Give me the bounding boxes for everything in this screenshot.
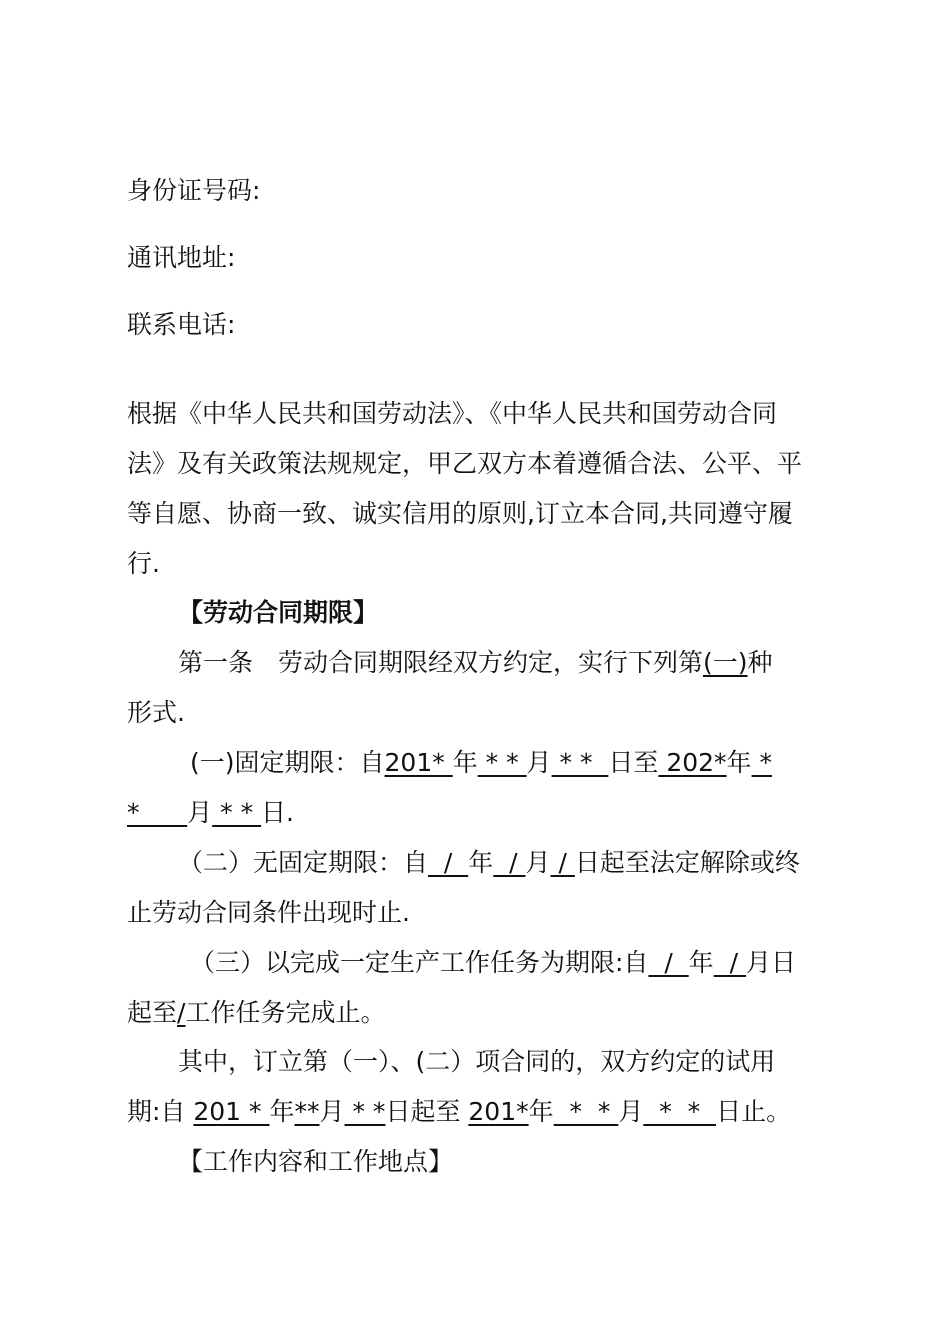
year-char: 年 — [688, 948, 714, 977]
probation-end-day: * * — [643, 1097, 717, 1126]
task-until-end: 工作任务完成止。 — [185, 998, 386, 1027]
month-char: 月 — [526, 748, 552, 777]
preamble-line-4: 行. — [127, 549, 160, 578]
section-heading-term: 【劳动合同期限】 — [178, 598, 379, 627]
task-year: / — [648, 948, 689, 977]
fixed-term-line-2 — [127, 796, 294, 830]
day-to-char: 日起至 — [385, 1097, 469, 1126]
fixed-start-day: * * — [551, 748, 609, 777]
open-day: / — [550, 848, 575, 877]
article-1-text: 第一条 劳动合同期限经双方约定，实行下列第 — [178, 648, 704, 677]
day-end-char: 日止。 — [716, 1097, 792, 1126]
probation-from: 期:自 — [127, 1097, 194, 1126]
fixed-term-line-1 — [190, 746, 772, 780]
open-term-line-2: 止劳动合同条件出现时止. — [127, 898, 410, 927]
task-term-line-2 — [127, 996, 385, 1030]
month-char: 月 — [618, 1097, 644, 1126]
open-term-line-1 — [178, 846, 800, 880]
section-heading-work: 【工作内容和工作地点】 — [178, 1147, 454, 1176]
year-char: 年 — [452, 748, 478, 777]
probation-start-month: ** — [294, 1097, 320, 1126]
article-1-line-1 — [178, 646, 773, 680]
month-char: 月 — [187, 798, 213, 827]
month-char: 月 — [319, 1097, 345, 1126]
open-term-label: （二）无固定期限：自 — [178, 848, 429, 877]
article-1-text-end: 种 — [747, 648, 773, 677]
day-char: 日. — [261, 798, 294, 827]
fixed-end-month-rest: * — [127, 798, 188, 827]
probation-start-day: * * — [344, 1097, 386, 1126]
year-char: 年 — [726, 748, 752, 777]
year-char: 年 — [468, 848, 494, 877]
article-1-line-2: 形式. — [127, 698, 185, 727]
task-month: / — [713, 948, 746, 977]
task-until-blank: / — [177, 998, 186, 1027]
probation-end-month: * * — [553, 1097, 619, 1126]
preamble-line-1: 根据《中华人民共和国劳动法》、《中华人民共和国劳动合同 — [127, 399, 778, 428]
month-char: 月 — [525, 848, 551, 877]
fixed-end-day: * * — [212, 798, 262, 827]
year-char: 年 — [528, 1097, 554, 1126]
year-char: 年 — [269, 1097, 295, 1126]
preamble-line-2: 法》及有关政策法规规定，甲乙双方本着遵循合法、公平、平 — [127, 449, 803, 478]
id-number-label: 身份证号码: — [127, 176, 261, 205]
address-label: 通讯地址: — [127, 243, 236, 272]
task-until-text: 起至 — [127, 998, 178, 1027]
open-year: / — [428, 848, 469, 877]
probation-line-2 — [127, 1095, 791, 1129]
probation-end-year: 201* — [468, 1097, 529, 1126]
preamble-line-3: 等自愿、协商一致、诚实信用的原则,订立本合同,共同遵守履 — [127, 499, 793, 528]
probation-line-1: 其中，订立第（一）、(二）项合同的，双方约定的试用 — [178, 1047, 776, 1076]
day-to-char: 日至 — [608, 748, 659, 777]
probation-start-year: 201 * — [193, 1097, 270, 1126]
task-term-label: （三）以完成一定生产工作任务为期限:自 — [190, 948, 649, 977]
article-1-choice: (一) — [703, 648, 748, 677]
fixed-term-label: (一)固定期限：自 — [190, 748, 385, 777]
task-term-line-1 — [190, 946, 796, 980]
month-day-char: 月日 — [745, 948, 796, 977]
fixed-end-month-part: * — [751, 748, 773, 777]
fixed-start-year: 201* — [384, 748, 453, 777]
open-month: / — [493, 848, 526, 877]
fixed-end-year: 202* — [658, 748, 727, 777]
open-term-text: 日起至法定解除或终 — [574, 848, 800, 877]
fixed-start-month: * * — [477, 748, 527, 777]
phone-label: 联系电话: — [127, 310, 236, 339]
